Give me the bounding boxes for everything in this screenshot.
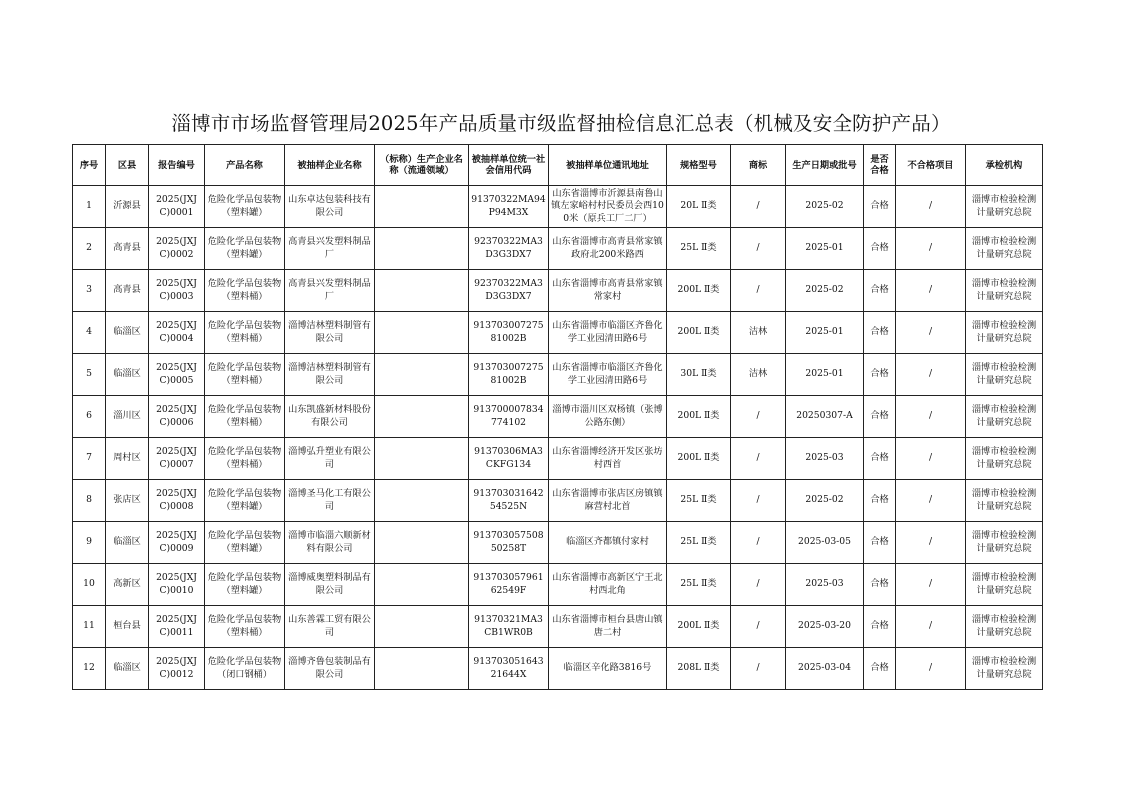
cell-index: 3 — [73, 270, 106, 312]
header-index: 序号 — [73, 145, 106, 186]
cell-production-date: 2025-03 — [786, 564, 864, 606]
cell-testing-lab: 淄博市检验检测计量研究总院 — [966, 480, 1043, 522]
cell-qualified: 合格 — [864, 270, 896, 312]
cell-qualified: 合格 — [864, 438, 896, 480]
cell-index: 8 — [73, 480, 106, 522]
cell-sampled-company: 淄博市临淄六顺新材料有限公司 — [285, 522, 375, 564]
cell-testing-lab: 淄博市检验检测计量研究总院 — [966, 312, 1043, 354]
header-production-date: 生产日期或批号 — [786, 145, 864, 186]
cell-sampled-company: 淄博圣马化工有限公司 — [285, 480, 375, 522]
cell-qualified: 合格 — [864, 480, 896, 522]
cell-producer — [375, 438, 469, 480]
cell-testing-lab: 淄博市检验检测计量研究总院 — [966, 396, 1043, 438]
cell-qualified: 合格 — [864, 312, 896, 354]
cell-production-date: 2025-02 — [786, 270, 864, 312]
cell-county: 临淄区 — [106, 312, 149, 354]
cell-credit-code: 91370321MA3CB1WR0B — [469, 606, 549, 648]
cell-sampled-company: 淄博齐鲁包装制品有限公司 — [285, 648, 375, 690]
cell-defect-items: / — [896, 438, 966, 480]
cell-brand: / — [731, 648, 786, 690]
cell-brand: / — [731, 480, 786, 522]
cell-sampled-company: 高青县兴发塑料制品厂 — [285, 270, 375, 312]
cell-sampled-company: 淄博弘升塑业有限公司 — [285, 438, 375, 480]
cell-spec: 200L Ⅱ类 — [667, 606, 731, 648]
cell-address — [549, 186, 667, 228]
cell-product-name: 危险化学品包装物（塑料罐） — [205, 564, 285, 606]
cell-report-number: 2025(JXJC)0012 — [149, 648, 205, 690]
cell-credit-code: 91370305164321644X — [469, 648, 549, 690]
cell-credit-code: 91370300727581002B — [469, 354, 549, 396]
cell-credit-code: 91370303164254525N — [469, 480, 549, 522]
cell-county: 张店区 — [106, 480, 149, 522]
cell-address — [549, 270, 667, 312]
table-row — [73, 480, 1043, 522]
cell-product-name: 危险化学品包装物（塑料罐） — [205, 480, 285, 522]
cell-production-date: 2025-03-04 — [786, 648, 864, 690]
cell-sampled-company: 山东卓达包装科技有限公司 — [285, 186, 375, 228]
header-report-number: 报告编号 — [149, 145, 205, 186]
cell-production-date: 2025-03 — [786, 438, 864, 480]
cell-address-text: 淄博市淄川区双杨镇（张博公路东侧） — [552, 404, 663, 428]
cell-spec: 208L Ⅱ类 — [667, 648, 731, 690]
cell-testing-lab: 淄博市检验检测计量研究总院 — [966, 270, 1043, 312]
cell-credit-code: 92370322MA3D3G3DX7 — [469, 270, 549, 312]
cell-qualified: 合格 — [864, 564, 896, 606]
table-row — [73, 270, 1043, 312]
cell-address-text: 临淄区齐都镇付家村 — [566, 536, 649, 548]
cell-county: 周村区 — [106, 438, 149, 480]
cell-production-date: 2025-03-05 — [786, 522, 864, 564]
cell-qualified: 合格 — [864, 228, 896, 270]
cell-producer — [375, 606, 469, 648]
cell-qualified: 合格 — [864, 606, 896, 648]
cell-production-date: 2025-02 — [786, 186, 864, 228]
cell-address — [549, 312, 667, 354]
table-row — [73, 396, 1043, 438]
cell-testing-lab: 淄博市检验检测计量研究总院 — [966, 354, 1043, 396]
cell-defect-items: / — [896, 270, 966, 312]
cell-spec: 25L Ⅱ类 — [667, 564, 731, 606]
cell-report-number: 2025(JXJC)0009 — [149, 522, 205, 564]
cell-sampled-company: 高青县兴发塑料制品厂 — [285, 228, 375, 270]
cell-report-number: 2025(JXJC)0005 — [149, 354, 205, 396]
cell-product-name: 危险化学品包装物（塑料桶） — [205, 606, 285, 648]
table-row — [73, 312, 1043, 354]
cell-producer — [375, 270, 469, 312]
cell-address — [549, 522, 667, 564]
cell-index: 1 — [73, 186, 106, 228]
cell-defect-items: / — [896, 354, 966, 396]
cell-qualified: 合格 — [864, 186, 896, 228]
cell-product-name: 危险化学品包装物（塑料桶） — [205, 270, 285, 312]
cell-index: 5 — [73, 354, 106, 396]
header-spec: 规格型号 — [667, 145, 731, 186]
header-sampled-company: 被抽样企业名称 — [285, 145, 375, 186]
table-row — [73, 228, 1043, 270]
inspection-table — [72, 144, 1043, 690]
cell-producer — [375, 396, 469, 438]
cell-address — [549, 480, 667, 522]
cell-credit-code: 91370305796162549F — [469, 564, 549, 606]
cell-credit-code: 92370322MA3D3G3DX7 — [469, 228, 549, 270]
cell-brand: 洁林 — [731, 312, 786, 354]
cell-county: 高青县 — [106, 270, 149, 312]
cell-brand: / — [731, 564, 786, 606]
table-row — [73, 354, 1043, 396]
cell-brand: / — [731, 270, 786, 312]
cell-defect-items: / — [896, 648, 966, 690]
cell-spec: 200L Ⅱ类 — [667, 270, 731, 312]
cell-production-date: 2025-01 — [786, 354, 864, 396]
cell-credit-code: 91370322MA94P94M3X — [469, 186, 549, 228]
cell-producer — [375, 186, 469, 228]
cell-qualified: 合格 — [864, 354, 896, 396]
cell-qualified: 合格 — [864, 396, 896, 438]
cell-testing-lab: 淄博市检验检测计量研究总院 — [966, 606, 1043, 648]
cell-defect-items: / — [896, 396, 966, 438]
cell-producer — [375, 354, 469, 396]
cell-production-date: 2025-01 — [786, 228, 864, 270]
cell-county: 淄川区 — [106, 396, 149, 438]
cell-defect-items: / — [896, 606, 966, 648]
table-row — [73, 606, 1043, 648]
cell-address — [549, 228, 667, 270]
cell-producer — [375, 312, 469, 354]
cell-index: 9 — [73, 522, 106, 564]
cell-sampled-company: 淄博洁林塑料制管有限公司 — [285, 312, 375, 354]
cell-spec: 20L Ⅱ类 — [667, 186, 731, 228]
cell-producer — [375, 648, 469, 690]
header-brand: 商标 — [731, 145, 786, 186]
cell-index: 11 — [73, 606, 106, 648]
cell-defect-items: / — [896, 564, 966, 606]
cell-production-date: 2025-01 — [786, 312, 864, 354]
cell-sampled-company: 山东善霖工贸有限公司 — [285, 606, 375, 648]
cell-address — [549, 396, 667, 438]
cell-county: 高新区 — [106, 564, 149, 606]
header-product-name: 产品名称 — [205, 145, 285, 186]
cell-testing-lab: 淄博市检验检测计量研究总院 — [966, 228, 1043, 270]
cell-report-number: 2025(JXJC)0004 — [149, 312, 205, 354]
table-header-row — [73, 145, 1043, 186]
cell-brand: / — [731, 186, 786, 228]
cell-testing-lab: 淄博市检验检测计量研究总院 — [966, 186, 1043, 228]
cell-spec: 25L Ⅱ类 — [667, 522, 731, 564]
cell-product-name: 危险化学品包装物（塑料罐） — [205, 228, 285, 270]
cell-testing-lab: 淄博市检验检测计量研究总院 — [966, 564, 1043, 606]
cell-address-text: 山东省淄博市张店区房镇镇麻营村北首 — [552, 488, 663, 512]
cell-testing-lab: 淄博市检验检测计量研究总院 — [966, 522, 1043, 564]
cell-production-date: 2025-03-20 — [786, 606, 864, 648]
cell-spec: 30L Ⅱ类 — [667, 354, 731, 396]
cell-county: 高青县 — [106, 228, 149, 270]
cell-spec: 25L Ⅱ类 — [667, 228, 731, 270]
cell-report-number: 2025(JXJC)0002 — [149, 228, 205, 270]
cell-brand: 洁林 — [731, 354, 786, 396]
cell-index: 4 — [73, 312, 106, 354]
cell-product-name: 危险化学品包装物（闭口钢桶） — [205, 648, 285, 690]
cell-defect-items: / — [896, 228, 966, 270]
cell-sampled-company: 山东凯盛新材料股份有限公司 — [285, 396, 375, 438]
cell-report-number: 2025(JXJC)0007 — [149, 438, 205, 480]
cell-address — [549, 438, 667, 480]
cell-index: 6 — [73, 396, 106, 438]
header-testing-lab: 承检机构 — [966, 145, 1043, 186]
cell-address-text: 山东省淄博市高青县常家镇常家村 — [552, 278, 663, 302]
table-row — [73, 186, 1043, 228]
cell-county: 桓台县 — [106, 606, 149, 648]
table-row — [73, 438, 1043, 480]
cell-address-text: 山东省淄博市桓台县唐山镇唐二村 — [552, 614, 663, 638]
cell-brand: / — [731, 606, 786, 648]
cell-defect-items: / — [896, 312, 966, 354]
header-credit-code: 被抽样单位统一社会信用代码 — [469, 145, 549, 186]
cell-address-text: 山东省淄博市高青县常家镇政府北200米路西 — [552, 236, 663, 260]
cell-product-name: 危险化学品包装物（塑料桶） — [205, 354, 285, 396]
cell-credit-code: 91370305750850258T — [469, 522, 549, 564]
cell-producer — [375, 480, 469, 522]
cell-report-number: 2025(JXJC)0001 — [149, 186, 205, 228]
cell-address-text: 山东省淄博市高新区宁王北村西北角 — [552, 572, 663, 596]
cell-production-date: 20250307-A — [786, 396, 864, 438]
cell-spec: 200L Ⅱ类 — [667, 438, 731, 480]
cell-producer — [375, 564, 469, 606]
cell-producer — [375, 228, 469, 270]
cell-credit-code: 91370300727581002B — [469, 312, 549, 354]
cell-testing-lab: 淄博市检验检测计量研究总院 — [966, 438, 1043, 480]
cell-product-name: 危险化学品包装物（塑料桶） — [205, 312, 285, 354]
cell-address — [549, 606, 667, 648]
cell-report-number: 2025(JXJC)0006 — [149, 396, 205, 438]
table-row — [73, 522, 1043, 564]
document-title: 淄博市市场监督管理局2025年产品质量市级监督抽检信息汇总表（机械及安全防护产品） — [171, 112, 951, 135]
cell-sampled-company: 淄博洁林塑料制管有限公司 — [285, 354, 375, 396]
cell-address-text: 山东省淄博市临淄区齐鲁化学工业园清田路6号 — [552, 362, 663, 386]
cell-address-text: 山东省淄博市沂源县南鲁山镇左家峪村村民委员会西100米（原兵工厂二厂） — [551, 187, 664, 224]
cell-product-name: 危险化学品包装物（塑料罐） — [205, 522, 285, 564]
header-qualified: 是否合格 — [864, 145, 896, 186]
cell-county: 沂源县 — [106, 186, 149, 228]
cell-brand: / — [731, 228, 786, 270]
cell-brand: / — [731, 396, 786, 438]
cell-brand: / — [731, 438, 786, 480]
cell-product-name: 危险化学品包装物（塑料桶） — [205, 396, 285, 438]
cell-report-number: 2025(JXJC)0010 — [149, 564, 205, 606]
cell-defect-items: / — [896, 186, 966, 228]
cell-index: 12 — [73, 648, 106, 690]
header-address: 被抽样单位通讯地址 — [549, 145, 667, 186]
cell-sampled-company: 淄博威奥塑料制品有限公司 — [285, 564, 375, 606]
table-row — [73, 648, 1043, 690]
cell-defect-items: / — [896, 480, 966, 522]
cell-county: 临淄区 — [106, 522, 149, 564]
cell-address — [549, 564, 667, 606]
cell-producer — [375, 522, 469, 564]
table-row — [73, 564, 1043, 606]
cell-product-name: 危险化学品包装物（塑料桶） — [205, 438, 285, 480]
cell-spec: 200L Ⅱ类 — [667, 312, 731, 354]
cell-qualified: 合格 — [864, 648, 896, 690]
cell-report-number: 2025(JXJC)0011 — [149, 606, 205, 648]
cell-report-number: 2025(JXJC)0003 — [149, 270, 205, 312]
cell-address — [549, 648, 667, 690]
cell-address-text: 山东省淄博经济开发区张坊村西首 — [552, 446, 663, 470]
header-defect-items: 不合格项目 — [896, 145, 966, 186]
cell-production-date: 2025-02 — [786, 480, 864, 522]
cell-spec: 200L Ⅱ类 — [667, 396, 731, 438]
cell-county: 临淄区 — [106, 354, 149, 396]
cell-credit-code: 91370306MA3CKFG134 — [469, 438, 549, 480]
cell-index: 7 — [73, 438, 106, 480]
cell-product-name: 危险化学品包装物（塑料罐） — [205, 186, 285, 228]
cell-testing-lab: 淄博市检验检测计量研究总院 — [966, 648, 1043, 690]
cell-county: 临淄区 — [106, 648, 149, 690]
cell-address-text: 临淄区辛化路3816号 — [563, 662, 652, 674]
cell-qualified: 合格 — [864, 522, 896, 564]
cell-address-text: 山东省淄博市临淄区齐鲁化学工业园清田路6号 — [552, 320, 663, 344]
cell-address — [549, 354, 667, 396]
cell-index: 2 — [73, 228, 106, 270]
header-producer: （标称）生产企业名称（流通领域） — [375, 145, 469, 186]
cell-spec: 25L Ⅱ类 — [667, 480, 731, 522]
cell-report-number: 2025(JXJC)0008 — [149, 480, 205, 522]
cell-credit-code: 913700007834774102 — [469, 396, 549, 438]
cell-index: 10 — [73, 564, 106, 606]
cell-brand: / — [731, 522, 786, 564]
header-county: 区县 — [106, 145, 149, 186]
cell-defect-items: / — [896, 522, 966, 564]
